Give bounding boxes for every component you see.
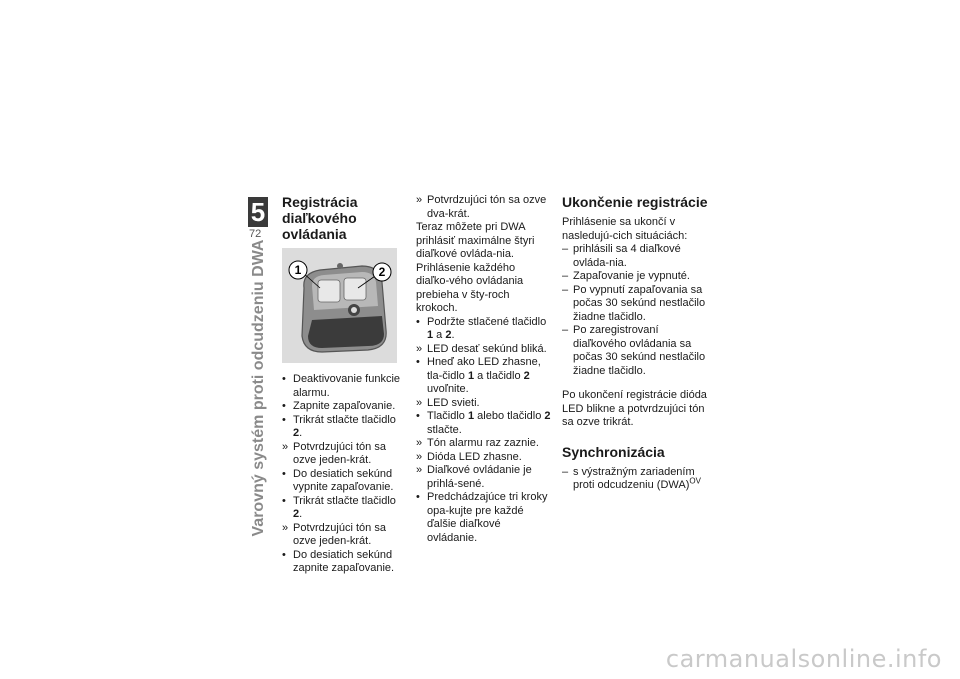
paragraph-info: Teraz môžete pri DWA prihlásiť maximálne štyri diaľkové ovláda-nia. Prihlásenie každého diaľko-vého ovládania prebieha v šty-roch krokoch.: [416, 221, 535, 314]
figure-label-1: 1: [294, 263, 302, 277]
list-item: • Predchádzajúce tri kroky opa-kujte pre každé ďalšie diaľkové ovládanie.: [416, 491, 548, 544]
list-item: – Po zaregistrovaní diaľkového ovládania sa počas 30 sekúnd nestlačilo žiadne tlačidlo.: [562, 324, 706, 377]
list-item: » Diaľkové ovládanie je prihlá-sené.: [416, 464, 532, 490]
list-item: – prihlásili sa 4 diaľkové ovláda-nia.: [562, 243, 681, 269]
paragraph-outro: Po ukončení registrácie dióda LED blikne a potvrdzujúci tón sa ozve trikrát.: [562, 389, 707, 428]
list-item: – Po vypnutí zapaľovania sa počas 30 sekúnd nestlačilo žiadne tlačidlo.: [562, 283, 706, 323]
column-2: [416, 194, 551, 545]
list-item: • Zapnite zapaľovanie.: [282, 400, 396, 412]
key-fob-illustration: [282, 248, 397, 363]
list-item: » Potvrdzujúci tón sa ozve jeden-krát.: [282, 521, 386, 547]
side-title-container: [249, 239, 269, 537]
column-3: [562, 194, 708, 493]
side-title: Varovný systém proti odcudzeniu DWA: [250, 239, 267, 537]
list-item: » Potvrdzujúci tón sa ozve jeden-krát.: [282, 440, 386, 466]
section-heading-registration: Registrácia diaľkového ovládania: [282, 194, 358, 242]
list-item: • Do desiatich sekúnd vypnite zapaľovanie.: [282, 467, 394, 493]
list-item: • Deaktivovanie funkcie alarmu.: [282, 373, 401, 399]
section-heading-synchronization: Synchronizácia: [562, 443, 665, 460]
end-conditions-list: [562, 243, 708, 378]
list-item: • Trikrát stlačte tlačidlo 2.: [282, 413, 396, 439]
list-item: • Podržte stlačené tlačidlo 1 a 2.: [416, 315, 547, 341]
paragraph-intro: Prihlásenie sa ukončí v nasledujú-cich situáciách:: [562, 216, 688, 242]
section-heading-end-registration: Ukončenie registrácie: [562, 194, 708, 210]
list-item: – s výstražným zariadením proti odcudzeniu (DWA)$^{OV}$: [562, 465, 701, 491]
list-item: – Zapaľovanie je vypnuté.: [562, 270, 690, 282]
figure-label-2: 2: [378, 265, 386, 279]
list-item: • Tlačidlo 1 alebo tlačidlo 2 stlačte.: [416, 410, 551, 436]
list-item: » Tón alarmu raz zaznie.: [416, 437, 539, 449]
pairing-steps: [416, 316, 551, 546]
column-1: [282, 194, 408, 576]
watermark: carmanualsonline.info: [665, 645, 942, 673]
list-item: » LED svieti.: [416, 396, 480, 409]
page-number: 72: [249, 228, 262, 240]
chapter-tab: 5: [248, 197, 268, 227]
list-item: » Dióda LED zhasne.: [416, 450, 522, 463]
sync-list: [562, 466, 708, 493]
list-item: • Trikrát stlačte tlačidlo 2.: [282, 494, 396, 520]
registration-steps: [282, 373, 408, 576]
list-item: » Potvrdzujúci tón sa ozve dva-krát.: [416, 194, 547, 220]
list-item: » LED desať sekúnd bliká.: [416, 342, 547, 355]
list-item: • Hneď ako LED zhasne, tla-čidlo 1 a tlačidlo 2 uvoľnite.: [416, 356, 541, 395]
key-fob-figure: [282, 248, 397, 363]
list-item: • Do desiatich sekúnd zapnite zapaľovanie.: [282, 548, 395, 574]
confirmation-item: [416, 194, 551, 221]
